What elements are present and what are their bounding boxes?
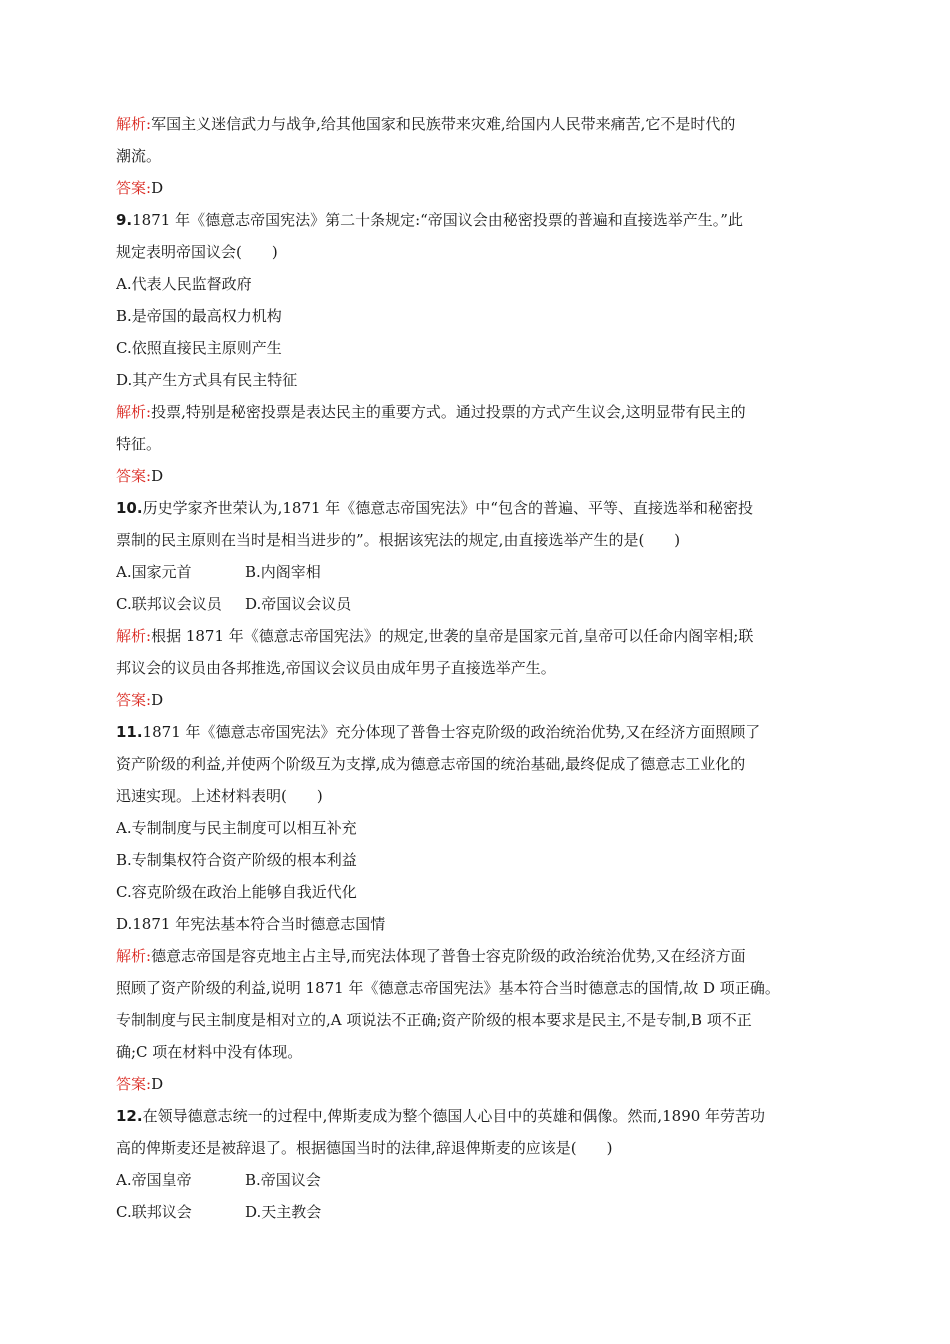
answer-label: 答案: [116,179,152,197]
question-stem: 高的俾斯麦还是被辞退了。根据德国当时的法律,辞退俾斯麦的应该是( ) [116,1139,613,1157]
option-d[interactable]: D.帝国议会议员 [245,595,352,613]
analysis-label: 解析: [116,947,152,965]
analysis-line: 解析:根据 1871 年《德意志帝国宪法》的规定,世袭的皇帝是国家元首,皇帝可以任命内阁宰相;联 [116,627,754,645]
analysis-label: 解析: [116,115,152,133]
analysis-line: 解析:德意志帝国是容克地主占主导,而宪法体现了普鲁士容克阶级的政治统治优势,又在经济方面 [116,947,746,965]
option-a[interactable]: A.国家元首 [116,563,192,581]
question-number: 9. [116,211,133,229]
option-c[interactable]: C.联邦议会议员 [116,595,222,613]
option-b[interactable]: B.内阁宰相 [245,563,321,581]
answer-label: 答案: [116,691,152,709]
question-number: 11. [116,723,143,741]
analysis-line: 潮流。 [116,147,162,165]
option-d[interactable]: D.1871 年宪法基本符合当时德意志国情 [116,915,386,933]
answer-label: 答案: [116,1075,152,1093]
answer-line: 答案:D [116,467,164,485]
answer-label: 答案: [116,467,152,485]
option-a[interactable]: A.帝国皇帝 [116,1171,192,1189]
analysis-line: 解析:投票,特别是秘密投票是表达民主的重要方式。通过投票的方式产生议会,这明显带有民主的 [116,403,746,421]
answer-line: 答案:D [116,691,164,709]
question-stem: 迅速实现。上述材料表明( ) [116,787,323,805]
option-row [116,1164,836,1196]
option-row [116,1196,836,1228]
question-number: 12. [116,1107,143,1125]
exercise-page [116,108,836,1228]
option-row [116,556,836,588]
analysis-line: 特征。 [116,435,162,453]
question-stem: 11.1871 年《德意志帝国宪法》充分体现了普鲁士容克阶级的政治统治优势,又在经济方面照顾了 [116,723,761,741]
question-stem: 规定表明帝国议会( ) [116,243,278,261]
question-12 [116,1100,836,1228]
analysis-line: 照顾了资产阶级的利益,说明 1871 年《德意志帝国宪法》基本符合当时德意志的国情,故 D 项正确。 [116,979,780,997]
option-a[interactable]: A.代表人民监督政府 [116,275,252,293]
option-d[interactable]: D.天主教会 [245,1203,322,1221]
option-b[interactable]: B.专制集权符合资产阶级的根本利益 [116,851,357,869]
question-stem: 资产阶级的利益,并使两个阶级互为支撑,成为德意志帝国的统治基础,最终促成了德意志工业化的 [116,755,746,773]
question-11 [116,716,836,1100]
analysis-label: 解析: [116,627,152,645]
analysis-label: 解析: [116,403,152,421]
option-c[interactable]: C.容克阶级在政治上能够自我近代化 [116,883,357,901]
answer-line: 答案:D [116,179,164,197]
question-9 [116,204,836,492]
question-10 [116,492,836,716]
option-d[interactable]: D.其产生方式具有民主特征 [116,371,298,389]
question-stem: 12.在领导德意志统一的过程中,俾斯麦成为整个德国人心目中的英雄和偶像。然而,1890 年劳苦功 [116,1107,766,1125]
option-c[interactable]: C.依照直接民主原则产生 [116,339,282,357]
option-a[interactable]: A.专制制度与民主制度可以相互补充 [116,819,357,837]
analysis-line: 确;C 项在材料中没有体现。 [116,1043,303,1061]
question-stem: 10.历史学家齐世荣认为,1871 年《德意志帝国宪法》中“包含的普遍、平等、直接选举和秘密投 [116,499,753,517]
analysis-line: 解析:军国主义迷信武力与战争,给其他国家和民族带来灾难,给国内人民带来痛苦,它不是时代的 [116,115,736,133]
question-stem: 票制的民主原则在当时是相当进步的”。根据该宪法的规定,由直接选举产生的是( ) [116,531,681,549]
option-b[interactable]: B.是帝国的最高权力机构 [116,307,282,325]
analysis-line: 专制制度与民主制度是相对立的,A 项说法不正确;资产阶级的根本要求是民主,不是专制,B 项不正 [116,1011,752,1029]
answer-line: 答案:D [116,1075,164,1093]
analysis-line: 邦议会的议员由各邦推选,帝国议会议员由成年男子直接选举产生。 [116,659,556,677]
question-stem: 9.1871 年《德意志帝国宪法》第二十条规定:“帝国议会由秘密投票的普遍和直接选举产生。”此 [116,211,743,229]
option-c[interactable]: C.联邦议会 [116,1203,192,1221]
option-b[interactable]: B.帝国议会 [245,1171,321,1189]
question-number: 10. [116,499,143,517]
option-row [116,588,836,620]
